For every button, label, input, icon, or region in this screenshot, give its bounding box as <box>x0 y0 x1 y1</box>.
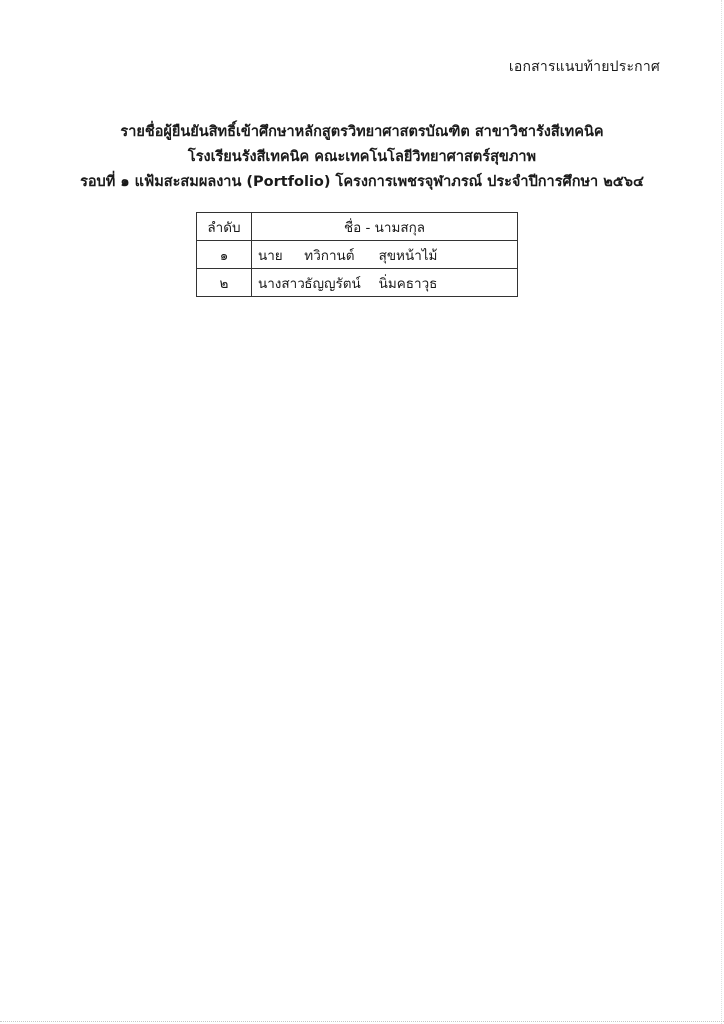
name-title: นาย <box>258 247 283 264</box>
annex-label: เอกสารแนบท้ายประกาศ <box>508 59 660 75</box>
last-name: สุขหน้าไม้ <box>378 247 438 264</box>
header-name: ชื่อ - นามสกุล <box>252 213 518 241</box>
first-name: ธัญญรัตน์ <box>304 275 361 292</box>
scan-edge-divider <box>721 0 722 1024</box>
heading-line-3: รอบที่ ๑ แฟ้มสะสมผลงาน (Portfolio) โครงการเพชรจุฬาภรณ์ ประจำปีการศึกษา ๒๕๖๔ <box>80 174 644 190</box>
last-name: นิ่มคธาวุธ <box>378 275 438 292</box>
row-number: ๒ <box>197 269 252 297</box>
header-no: ลำดับ <box>197 213 252 241</box>
name-title: นางสาว <box>258 275 305 292</box>
table-header-row <box>197 213 518 241</box>
table-row <box>197 269 518 297</box>
heading-line-2: โรงเรียนรังสีเทคนิค คณะเทคโนโลยีวิทยาศาสตร์สุขภาพ <box>187 149 537 165</box>
row-full-name <box>252 269 518 297</box>
document-heading <box>0 120 724 195</box>
names-table <box>196 212 518 297</box>
row-number: ๑ <box>197 241 252 269</box>
scan-bottom-divider <box>0 1021 724 1022</box>
table-row <box>197 241 518 269</box>
first-name: ทวิกานต์ <box>304 247 355 264</box>
row-full-name <box>252 241 518 269</box>
heading-line-1: รายชื่อผู้ยืนยันสิทธิ์เข้าศึกษาหลักสูตรวิทยาศาสตรบัณฑิต สาขาวิชารังสีเทคนิค <box>120 124 604 140</box>
